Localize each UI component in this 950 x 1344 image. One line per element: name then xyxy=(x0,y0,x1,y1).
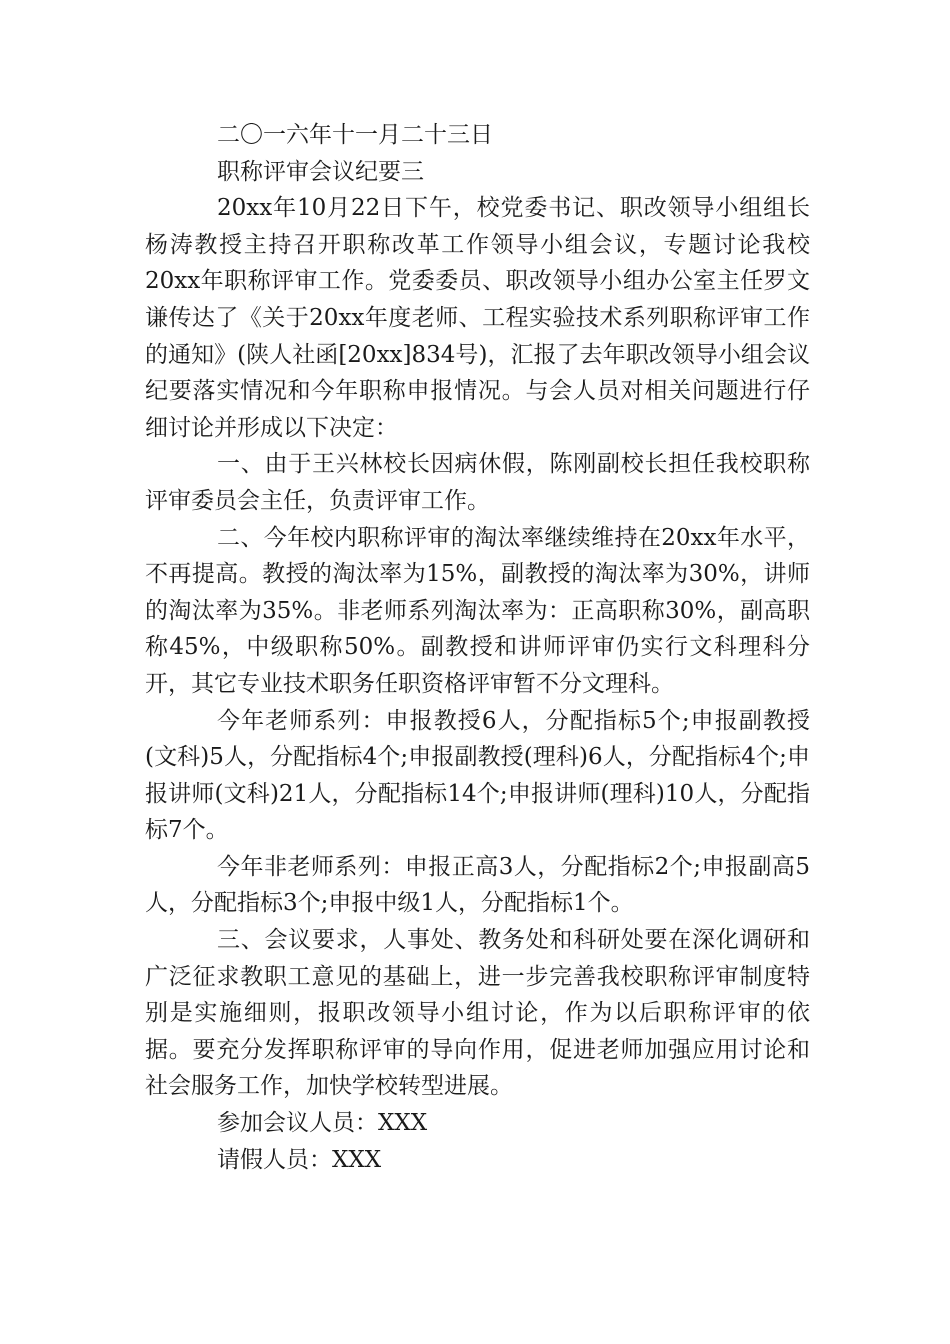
decision-item-3: 三、会议要求，人事处、教务处和科研处要在深化调研和广泛征求教职工意见的基础上，进一步完善我校职称评审制度特别是实施细则，报职改领导小组讨论，作为以后职称评审的依据。要充分发挥职称评审的导向作用，促进老师加强应用讨论和社会服务工作，加快学校转型进展。 xyxy=(145,927,810,1100)
absentees-line: 请假人员：XXX xyxy=(217,1146,382,1173)
intro-paragraph: 20xx年10月22日下午，校党委书记、职改领导小组组长杨涛教授主持召开职称改革工作领导小组会议，专题讨论我校20xx年职称评审工作。党委委员、职改领导小组办公室主任罗文谦传达了《关于20xx年度老师、工程实验技术系列职称评审工作的通知》(陕人社函[20xx]834号)，汇报了去年职改领导小组会议纪要落实情况和今年职称申报情况。与会人员对相关问题进行仔细讨论并形成以下决定： xyxy=(145,195,810,441)
attendees-line: 参加会议人员：XXX xyxy=(217,1110,428,1137)
document-title: 职称评审会议纪要三 xyxy=(217,158,424,185)
non-teacher-series-paragraph: 今年非老师系列：申报正高3人，分配指标2个;申报副高5人，分配指标3个;申报中级1人，分配指标1个。 xyxy=(145,853,810,917)
decision-item-2: 二、今年校内职称评审的淘汰率继续维持在20xx年水平，不再提高。教授的淘汰率为15%，副教授的淘汰率为30%，讲师的淘汰率为35%。非老师系列淘汰率为：正高职称30%，副高职称45%，中级职称50%。副教授和讲师评审仍实行文科理科分开，其它专业技术职务任职资格评审暂不分文理科。 xyxy=(145,524,810,697)
decision-item-1: 一、由于王兴林校长因病休假，陈刚副校长担任我校职称评审委员会主任，负责评审工作。 xyxy=(145,451,810,514)
teacher-series-paragraph: 今年老师系列：申报教授6人，分配指标5个;申报副教授(文科)5人，分配指标4个;申报副教授(理科)6人，分配指标4个;申报讲师(文科)21人，分配指标14个;申报讲师(理科)10人，分配指标7个。 xyxy=(145,707,810,844)
document-body xyxy=(145,117,810,1178)
document-date: 二〇一六年十一月二十三日 xyxy=(217,122,493,148)
